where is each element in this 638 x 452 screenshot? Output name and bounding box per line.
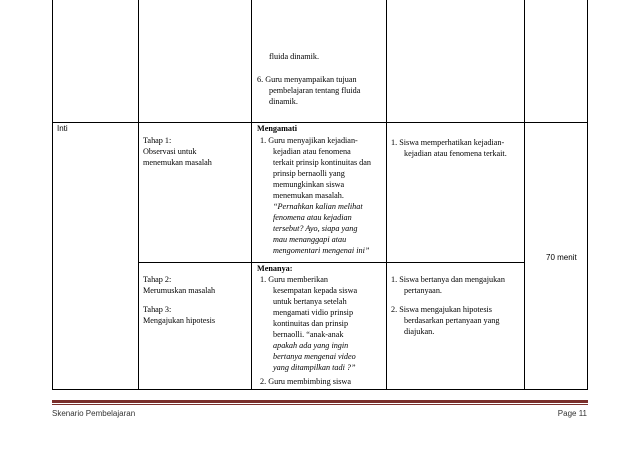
student-activity-line: 2. Siswa mengajukan hipotesis [391,305,492,314]
teacher-activity-line: 1. Guru menyajikan kejadian- [260,136,358,145]
teacher-activity-line: bernaolli. “anak-anak [273,330,344,339]
teacher-activity-line: 2. Guru membimbing siswa [260,377,351,386]
student-activity-line: diajukan. [404,327,435,336]
table-bottom-border [52,389,588,390]
teacher-activity-line: mengomentari mengenai ini” [273,246,370,255]
teacher-activity-line: fenomena atau kejadian [273,213,352,222]
footer-document-title: Skenario Pembelajaran [52,409,136,418]
stage-line: Tahap 3: [143,305,172,314]
student-activity-line: berdasarkan pertanyaan yang [404,316,500,325]
teacher-activity-line: mengamati vidio prinsip [273,308,354,317]
teacher-activity-line: 1. Guru memberikan [260,275,328,284]
teacher-activity-line: kontinuitas dan prinsip [273,319,349,328]
teacher-activity-line: bertanya mengenai video [273,352,356,361]
teacher-activity-line: “Pernahkan kalian melihat [273,202,363,211]
top-partial-line: fluida dinamik. [269,52,320,61]
col-divider-3 [386,0,387,390]
student-activity-line: kejadian atau fenomena terkait. [404,149,507,158]
footer-rule [52,400,588,403]
teacher-activity-line: mau menanggapi atau [273,235,347,244]
col-divider-1 [138,0,139,390]
student-activity-line: 1. Siswa memperhatikan kejadian- [391,138,505,147]
footer-rule-thin [52,404,588,405]
col-divider-4 [524,0,525,390]
stage-line: menemukan masalah [143,158,212,167]
teacher-activity-line: apakah ada yang ingin [273,341,349,350]
row-divider-menanya [138,262,524,263]
stage-line: Tahap 1: [143,136,172,145]
stage-line: Merumuskan masalah [143,286,216,295]
top-partial-line: 6. Guru menyampaikan tujuan [257,75,357,84]
teacher-activity-line: prinsip bernaolli yang [273,169,345,178]
stage-line: Mengajukan hipotesis [143,316,216,325]
teacher-activity-line: terkait prinsip kontinuitas dan [273,158,372,167]
footer-page-number: Page 11 [557,409,587,418]
duration: 70 menit [546,253,577,262]
teacher-activity-line: untuk bertanya setelah [273,297,347,306]
phase-label: Inti [57,124,68,133]
stage-line: Observasi untuk [143,147,197,156]
teacher-activity-heading: Menanya: [257,264,293,273]
teacher-activity-line: menemukan masalah. [273,191,344,200]
top-partial-line: dinamik. [269,97,298,106]
row-divider-inti [52,122,588,123]
student-activity-line: pertanyaan. [404,286,442,295]
teacher-activity-line: yang ditampilkan tadi ?” [273,363,356,372]
teacher-activity-line: memungkinkan siswa [273,180,345,189]
col-divider-2 [251,0,252,390]
table-right-border [587,0,588,390]
top-partial-line: pembelajaran tentang fluida [269,86,361,95]
stage-line: Tahap 2: [143,275,172,284]
teacher-activity-line: kesempatan kepada siswa [273,286,358,295]
teacher-activity-line: kejadian atau fenomena [273,147,351,156]
student-activity-line: 1. Siswa bertanya dan mengajukan [391,275,505,284]
table-left-border [52,0,53,390]
teacher-activity-line: tersebut? Ayo, siapa yang [273,224,358,233]
teacher-activity-heading: Mengamati [257,124,298,133]
